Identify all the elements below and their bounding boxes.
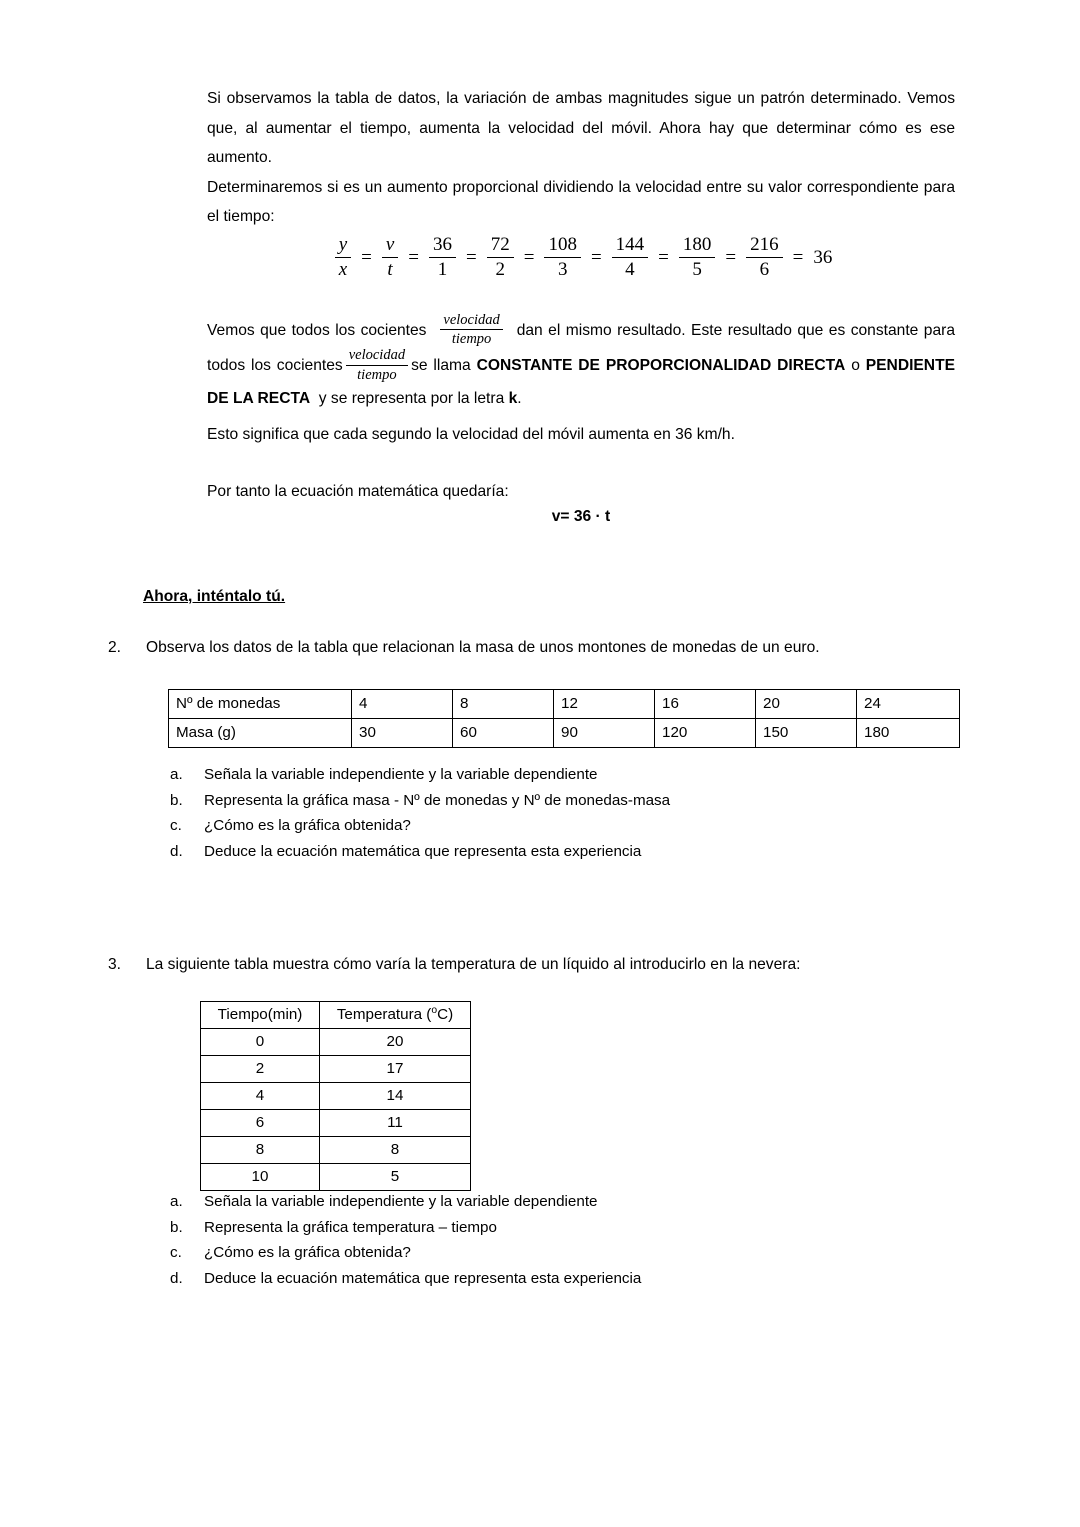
cell-value: 12	[554, 690, 655, 719]
fraction-numerator: 180	[679, 235, 716, 258]
equals-sign: =	[792, 246, 804, 268]
term-pendiente-de-la-recta: PENDIENTE DE LA RECTA	[207, 357, 955, 407]
equals-sign: =	[590, 246, 602, 268]
cell-value: 90	[554, 719, 655, 748]
cell-value: 4	[352, 690, 453, 719]
list-item-text: Deduce la ecuación matemática que representa esta experiencia	[204, 1269, 642, 1287]
degree-icon: o	[431, 1004, 438, 1016]
cell-value: 60	[453, 719, 554, 748]
cell-value: 30	[352, 719, 453, 748]
equals-sign: =	[523, 246, 535, 268]
list-item	[170, 1266, 870, 1292]
cell-temperatura: 20	[320, 1029, 471, 1056]
list-item	[170, 839, 870, 865]
list-item-letter: b.	[170, 1218, 183, 1236]
term-letra-k: k	[508, 389, 518, 407]
text-resultado-constante: dan el mismo resultado. Este resultado que es constante para todos los cocientes	[207, 321, 955, 375]
list-item-letter: c.	[170, 1244, 182, 1262]
cell-temperatura: 5	[320, 1164, 471, 1191]
equals-sign: =	[408, 246, 419, 268]
cell-value: 16	[655, 690, 756, 719]
paragraph-esto-significa: Esto significa que cada segundo la velocidad del móvil aumenta en 36 km/h.	[207, 426, 735, 443]
fraction-numerator: y	[335, 235, 351, 258]
list-item-letter: d.	[170, 842, 183, 860]
fraction-denominator: 5	[692, 258, 702, 280]
fraction-denominator: tiempo	[357, 366, 397, 383]
inline-fraction-velocidad-tiempo-2	[346, 347, 408, 382]
question-3-subitems	[170, 1189, 870, 1291]
paragraph-por-tanto: Por tanto la ecuación matemática quedaría:	[207, 483, 509, 500]
header-text-prefix: Temperatura (	[336, 1006, 432, 1023]
list-item-text: Representa la gráfica masa - Nº de monedas y Nº de monedas-masa	[204, 791, 671, 809]
table-row	[201, 1164, 471, 1191]
proportionality-equation	[207, 235, 955, 280]
list-item	[170, 813, 870, 839]
list-item-letter: b.	[170, 791, 183, 809]
question-2	[108, 633, 968, 662]
fraction-denominator: 6	[759, 258, 770, 280]
fraction-216-over-6	[746, 235, 783, 280]
list-item-text: Señala la variable independiente y la variable dependiente	[204, 1193, 598, 1210]
cell-tiempo: 6	[201, 1110, 320, 1137]
list-item-text: Representa la gráfica temperatura – tiempo	[204, 1218, 497, 1236]
list-item-letter: c.	[170, 817, 182, 835]
cell-temperatura: 8	[320, 1137, 471, 1164]
final-formula: v= 36 · t	[551, 508, 611, 525]
list-item-letter: d.	[170, 1269, 183, 1287]
list-item	[170, 1189, 870, 1215]
equation-result: 36	[813, 246, 833, 268]
fraction-numerator: velocidad	[440, 312, 502, 330]
text-se-llama: se llama	[411, 357, 471, 375]
fraction-denominator: 4	[625, 258, 635, 280]
table-row	[169, 719, 960, 748]
fraction-numerator: v	[382, 235, 398, 258]
equals-sign: =	[658, 246, 669, 268]
fraction-y-over-x	[335, 235, 351, 280]
cell-tiempo: 2	[201, 1056, 320, 1083]
table-row	[201, 1083, 471, 1110]
cell-value: 24	[857, 690, 960, 719]
equals-sign: =	[466, 246, 477, 268]
question-3-text: La siguiente tabla muestra cómo varía la temperatura de un líquido al introducirlo en la nevera:	[146, 956, 801, 973]
cell-value: 150	[756, 719, 857, 748]
text-se-representa: y se representa por la letra	[318, 389, 505, 407]
cell-value: 8	[453, 690, 554, 719]
cell-value: 120	[655, 719, 756, 748]
header-text-suffix: C)	[437, 1006, 454, 1023]
fraction-denominator: 1	[437, 258, 448, 280]
cell-temperatura: 14	[320, 1083, 471, 1110]
list-item-text: Señala la variable independiente y la variable dependiente	[204, 766, 598, 783]
cell-temperatura: 17	[320, 1056, 471, 1083]
question-2-subitems	[170, 762, 870, 864]
equals-sign: =	[725, 246, 737, 268]
cell-tiempo: 8	[201, 1137, 320, 1164]
list-item-letter: a.	[170, 1193, 183, 1210]
list-item-text: Deduce la ecuación matemática que representa esta experiencia	[204, 842, 642, 860]
fraction-denominator: t	[387, 258, 393, 280]
fraction-denominator: 2	[495, 258, 505, 280]
cell-tiempo: 0	[201, 1029, 320, 1056]
constant-explanation-block	[207, 313, 955, 413]
text-period: .	[517, 389, 522, 407]
fraction-144-over-4	[612, 235, 649, 280]
equals-sign: =	[361, 246, 372, 268]
question-3-number: 3.	[108, 956, 122, 973]
list-item-text: ¿Cómo es la gráfica obtenida?	[204, 817, 411, 835]
list-item	[170, 788, 870, 814]
fraction-36-over-1	[429, 235, 456, 280]
fraction-numerator: 36	[429, 235, 456, 258]
text-conjuncion-o: o	[851, 357, 860, 375]
table-row	[201, 1110, 471, 1137]
table-header-row	[201, 1002, 471, 1029]
table-row	[201, 1137, 471, 1164]
section-heading-ahora-intentalo: Ahora, inténtalo tú.	[143, 588, 286, 605]
cell-tiempo: 10	[201, 1164, 320, 1191]
list-item-letter: a.	[170, 766, 183, 783]
list-item	[170, 1215, 870, 1241]
fraction-108-over-3	[544, 235, 581, 280]
cell-row-label: Nº de monedas	[169, 690, 352, 719]
table-monedas-masa	[168, 689, 960, 748]
cell-tiempo: 4	[201, 1083, 320, 1110]
fraction-numerator: 72	[487, 235, 514, 258]
list-item-text: ¿Cómo es la gráfica obtenida?	[204, 1244, 411, 1262]
intro-paragraph-block	[207, 84, 955, 232]
table-row	[201, 1029, 471, 1056]
fraction-v-over-t	[382, 235, 398, 280]
paragraph-observacion: Si observamos la tabla de datos, la variación de ambas magnitudes sigue un patrón determinado. Vemos que, al aumentar el tiempo, aumenta la velocidad del móvil. Ahora hay que determinar cómo es ese aumento.	[207, 90, 955, 166]
cell-row-label: Masa (g)	[169, 719, 352, 748]
fraction-numerator: 216	[746, 235, 783, 258]
fraction-72-over-2	[487, 235, 514, 280]
cell-temperatura: 11	[320, 1110, 471, 1137]
table-row	[201, 1056, 471, 1083]
inline-fraction-velocidad-tiempo	[440, 312, 502, 347]
fraction-denominator: x	[338, 258, 348, 280]
column-header-temperatura	[320, 1002, 471, 1029]
text-vemos-que: Vemos que todos los cocientes	[207, 321, 427, 339]
list-item	[170, 762, 870, 788]
conclusion-block	[207, 477, 955, 507]
paragraph-determinaremos: Determinaremos si es un aumento proporcional dividiendo la velocidad entre su valor correspondiente para el tiempo:	[207, 178, 955, 225]
fraction-denominator: 3	[557, 258, 568, 280]
question-2-text: Observa los datos de la tabla que relacionan la masa de unos montones de monedas de un euro.	[146, 639, 820, 656]
cell-value: 180	[857, 719, 960, 748]
fraction-numerator: 108	[544, 235, 581, 258]
list-item	[170, 1240, 870, 1266]
question-3	[108, 950, 968, 979]
table-tiempo-temperatura	[200, 1001, 471, 1191]
fraction-numerator: velocidad	[346, 347, 408, 365]
fraction-180-over-5	[679, 235, 716, 280]
term-constante-proporcionalidad-directa: CONSTANTE DE PROPORCIONALIDAD DIRECTA	[476, 357, 846, 375]
cell-value: 20	[756, 690, 857, 719]
column-header-tiempo: Tiempo(min)	[201, 1002, 320, 1029]
fraction-numerator: 144	[612, 235, 649, 258]
table-row	[169, 690, 960, 719]
meaning-block	[207, 420, 955, 450]
fraction-denominator: tiempo	[451, 331, 492, 348]
paragraph-cocientes	[207, 313, 955, 413]
question-2-number: 2.	[108, 639, 122, 656]
